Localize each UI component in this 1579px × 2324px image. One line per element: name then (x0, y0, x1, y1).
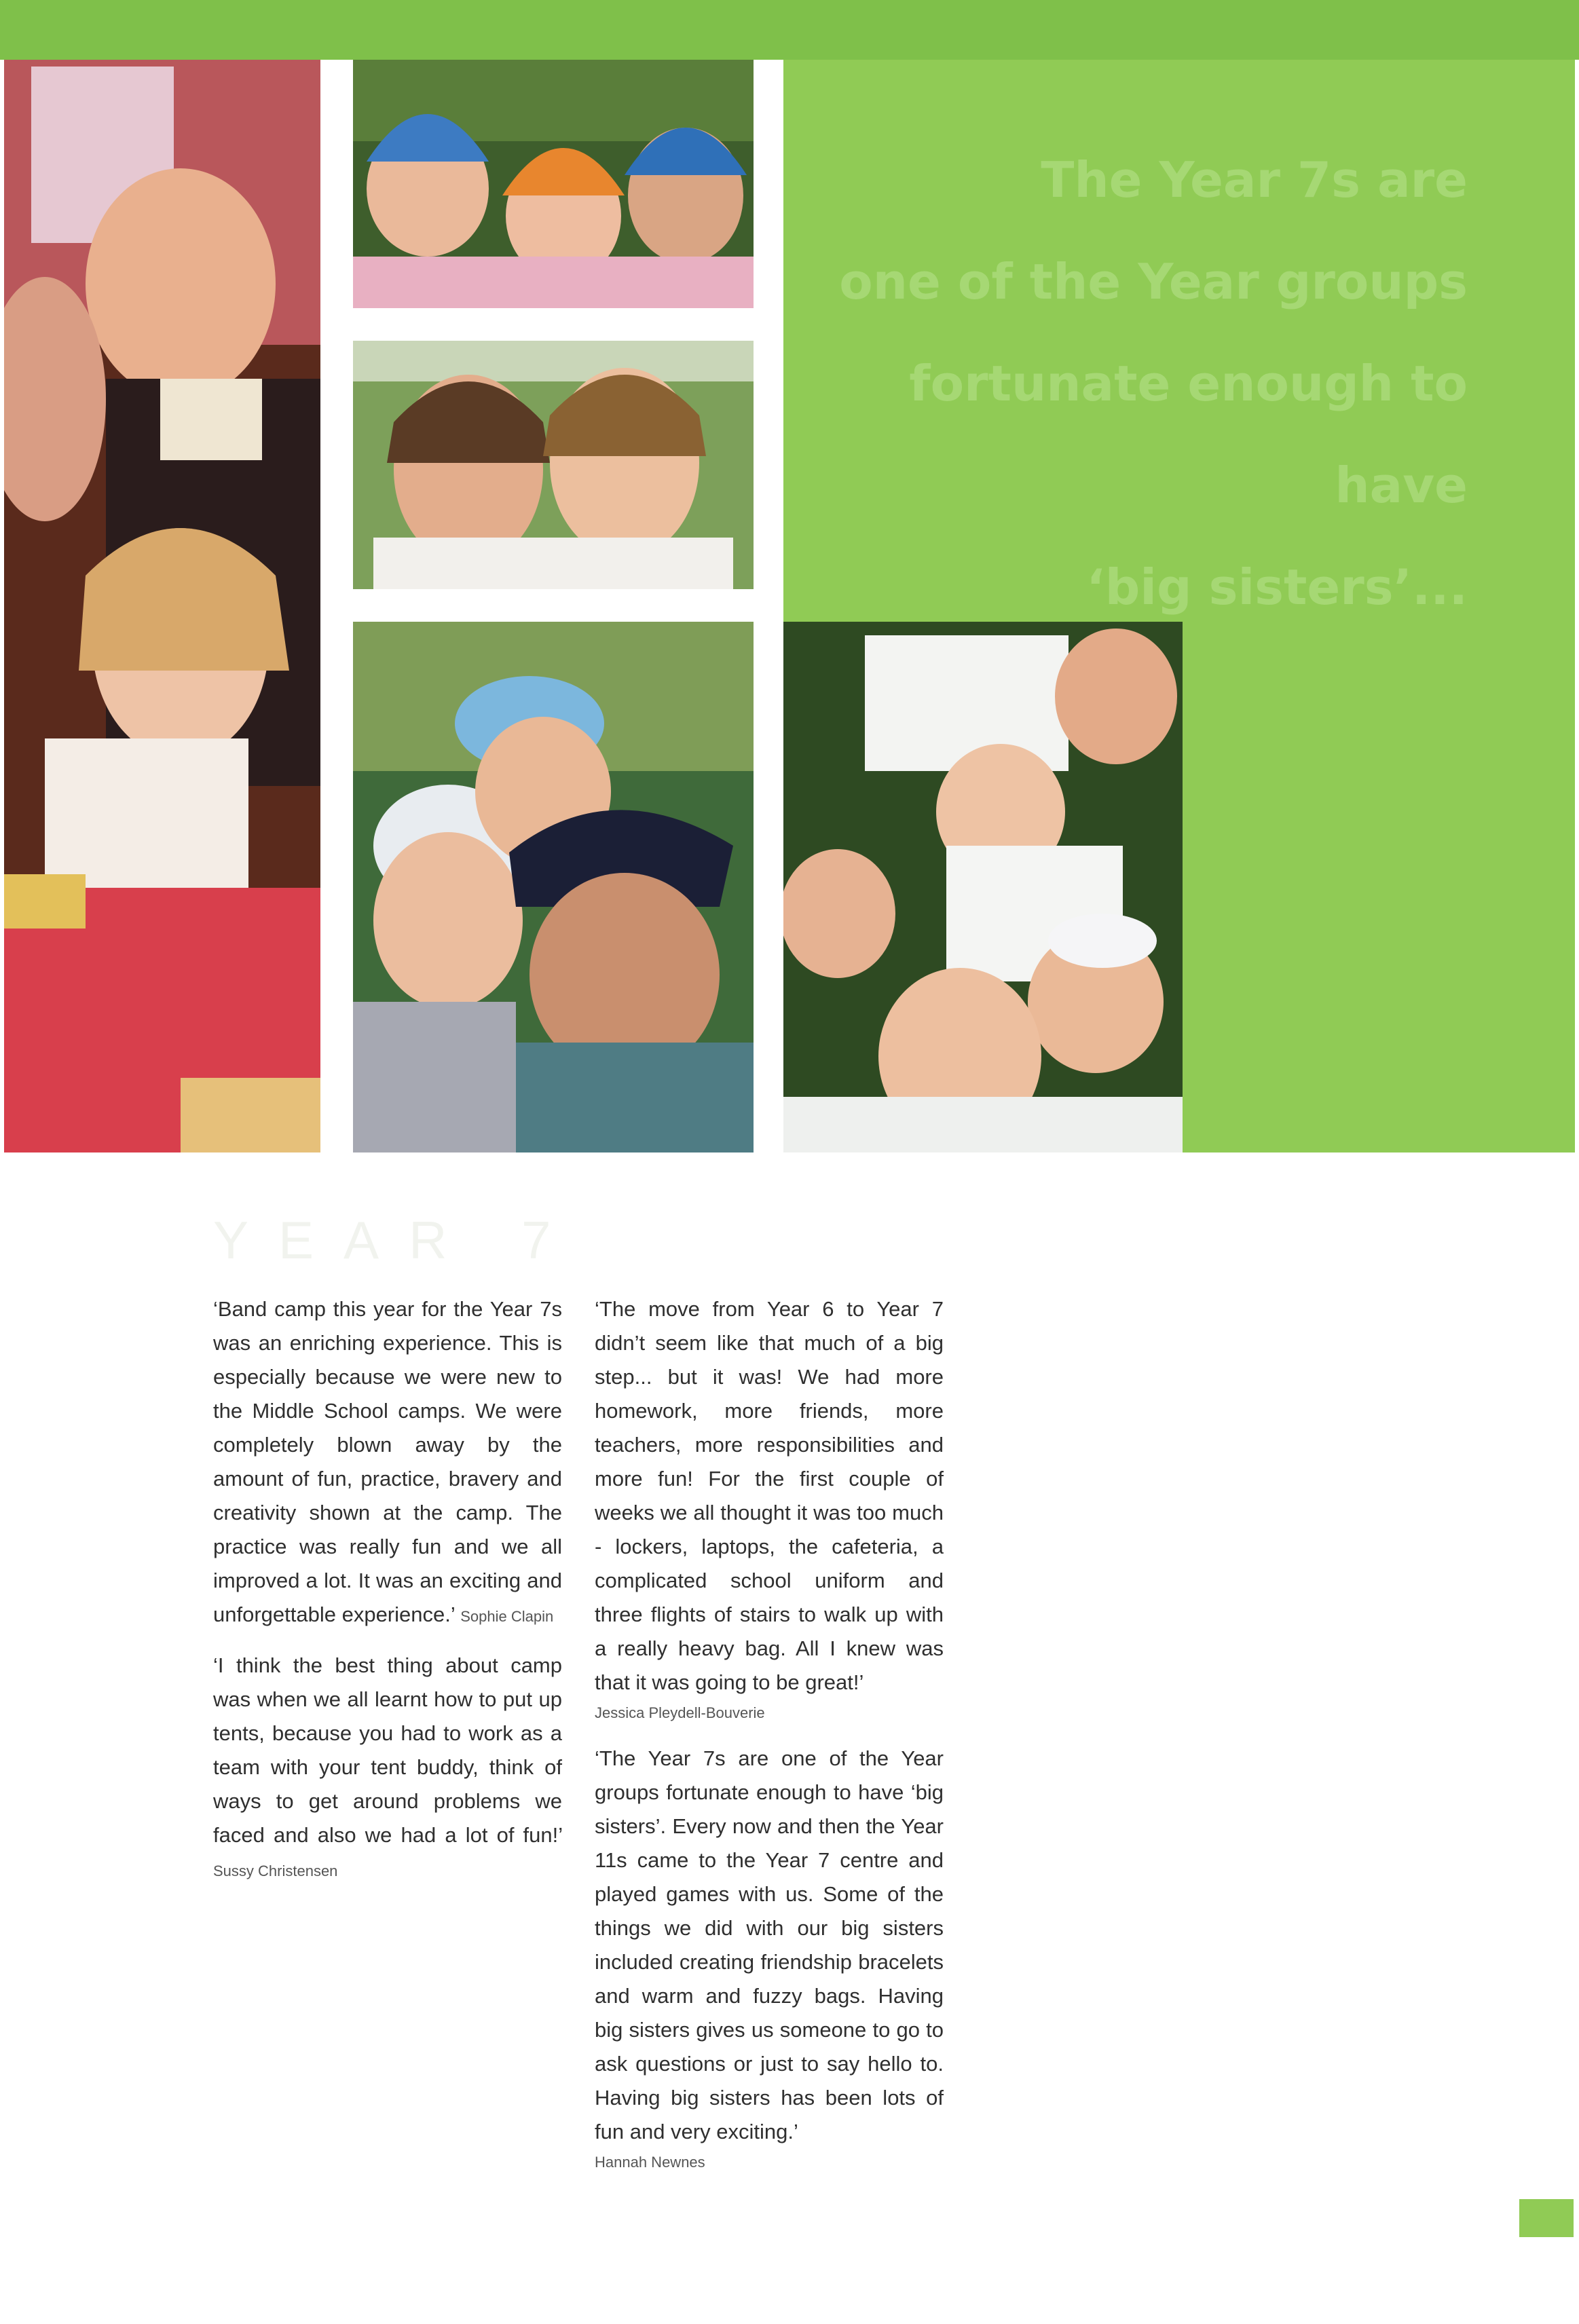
banner-headline (816, 129, 1468, 638)
quote-paragraph (213, 1649, 562, 1888)
quote-author: Sussy Christensen (213, 1862, 338, 1879)
top-green-band (0, 0, 1579, 60)
headline-line: one of the Year groups (839, 253, 1468, 310)
quote-text: ‘Band camp this year for the Year 7s was an enriching experience. This is especially because we were new to the Middle School camps. We were completely blown away by the amount of fun, practice, bravery and creativity shown at the camp. The practice was really fun and we all improved a lot. It was an exciting and unforgettable experience.’ (213, 1297, 562, 1626)
photo-image (4, 60, 320, 1152)
girls-in-hats-camp-photo (353, 622, 754, 1152)
girls-lying-on-grass-photo (783, 622, 1183, 1152)
quote-text: ‘The move from Year 6 to Year 7 didn’t seem like that much of a big step... but it was! We had more homework, more friends, more teachers, more responsibilities and more fun! For the first couple of weeks we all thought it was too much - lockers, laptops, the cafeteria, a complicated school uniform and three flights of stairs to walk up with a really heavy bag. All I knew was that it was going to be great!’ (595, 1297, 944, 1694)
quote-paragraph (213, 1292, 562, 1634)
headline-line: ‘big sisters’... (1086, 559, 1468, 616)
photo-image (353, 60, 754, 308)
headline-line: The Year 7s are (1041, 151, 1468, 208)
photo-image (353, 622, 754, 1152)
left-text-column (213, 1292, 562, 1903)
page-number-tab (1519, 2199, 1574, 2237)
quote-author: Sophie Clapin (460, 1608, 554, 1625)
quote-text: ‘I think the best thing about camp was when we all learnt how to put up tents, because you had to work as a team with your tent buddy, think of ways to get around problems we faced and also we had a lot of fun!’ (213, 1653, 562, 1847)
section-heading: YEAR 7 (213, 1210, 581, 1270)
quote-author: Jessica Pleydell-Bouverie (595, 1704, 765, 1721)
quote-paragraph (595, 1292, 944, 1727)
girls-in-climbing-helmets-photo (353, 60, 754, 308)
quote-author: Hannah Newnes (595, 2154, 705, 2171)
quote-paragraph (595, 1742, 944, 2176)
two-girls-on-field-photo (353, 341, 754, 589)
right-text-column (595, 1292, 944, 2191)
quote-text: ‘The Year 7s are one of the Year groups fortunate enough to have ‘big sisters’. Every now and then the Year 11s came to the Year 7 centre and played games with us. Some of the things we did with our big sisters included creating friendship bracelets and warm and fuzzy bags. Having big sisters gives us someone to go to ask questions or just to say hello to. Having big sisters has been lots of fun and very exciting.’ (595, 1746, 944, 2143)
girls-with-toddler-photo (4, 60, 320, 1152)
headline-line: fortunate enough to have (909, 355, 1468, 514)
photo-image (353, 341, 754, 589)
photo-image (783, 622, 1183, 1152)
